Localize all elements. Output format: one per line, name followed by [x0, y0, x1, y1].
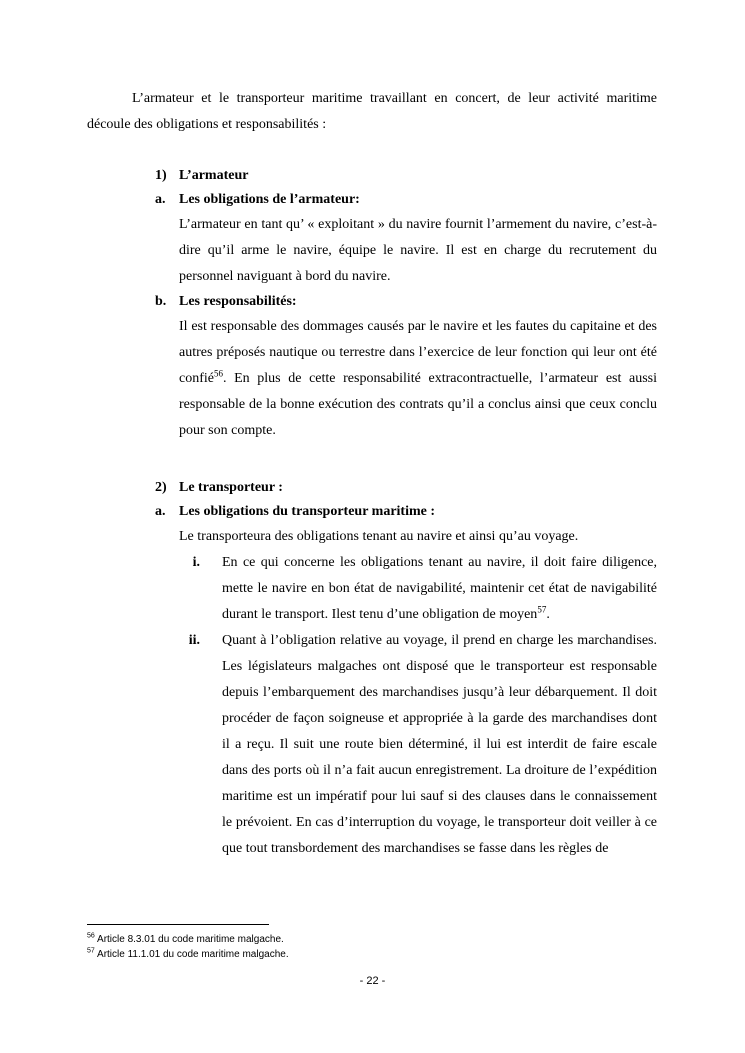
intro-paragraph: L’armateur et le transporteur maritime travaillant en concert, de leur activité maritime découle des obligations et responsabilités :	[87, 91, 657, 132]
subsection-1a-label: a.	[155, 192, 166, 207]
footnote-56-number: 56	[87, 932, 95, 940]
footnote-57-text: Article 11.1.01 du code maritime malgache.	[94, 949, 289, 960]
section-1-number: 1)	[155, 168, 167, 183]
item-i-text	[222, 550, 657, 628]
item-ii	[155, 628, 657, 862]
section-2-number: 2)	[155, 480, 167, 495]
subsection-1a-text: L’armateur en tant qu’ « exploitant » du navire fournit l’armement du navire, c’est-à-dire qu’il arme le navire, équipe le navire. Il est en charge du recrutement du personnel naviguant à bord du navire.	[179, 217, 657, 284]
section-transporteur	[155, 476, 657, 862]
page-number: - 22 -	[359, 975, 386, 987]
subsection-2a-label: a.	[155, 504, 166, 519]
footnote-57-number: 57	[87, 947, 95, 955]
item-ii-label: ii.	[188, 633, 200, 648]
section-2-heading	[155, 476, 657, 500]
footnote-56	[87, 932, 289, 947]
footnote-57	[87, 947, 289, 962]
subsection-1b-text-part1: Il est responsable des dommages causés par le navire et les fautes du capitaine et des autres préposés nautique ou terrestre dans l’exercice de leur fonction qui leur ont été confié	[179, 319, 657, 386]
footnote-ref-57: 57	[537, 604, 547, 615]
subsection-1b-label: b.	[155, 294, 167, 309]
item-i-label: i.	[192, 555, 200, 570]
footnote-ref-56: 56	[213, 368, 223, 379]
footnotes	[87, 932, 289, 962]
subsection-1b-title: Les responsabilités:	[179, 294, 297, 309]
item-i-text-part2: .	[546, 607, 550, 622]
item-ii-text: Quant à l’obligation relative au voyage, il prend en charge les marchandises. Les législateurs malgaches ont disposé que le transporteur est responsable depuis l’embarquement des marchandises jusqu’à leur débarquement. Il doit procéder de façon soigneuse et appropriée à la garde des marchandises dont il a reçu. Il suit une route bien déterminé, il lui est interdit de faire escale dans des ports où il n’a fait aucun enregistrement. La droiture de l’expédition maritime est un impératif pour lui sauf si des clauses dans le connaissement le prévoient. En cas d’interruption du voyage, le transporteur doit veiller à ce que tout transbordement des marchandises se fasse dans les règles de	[222, 633, 657, 856]
section-1-title: L’armateur	[179, 168, 249, 183]
subsection-2a-heading	[155, 500, 657, 524]
subsection-1a-title: Les obligations de l’armateur:	[179, 192, 360, 207]
subsection-2a-text: Le transporteura des obligations tenant au navire et ainsi qu’au voyage.	[179, 529, 579, 544]
item-i	[155, 550, 657, 628]
subsection-1b-heading	[155, 290, 657, 314]
footnote-divider	[87, 924, 269, 925]
subsection-1a-heading	[155, 188, 657, 212]
section-armateur	[155, 164, 657, 444]
item-i-text-part1: En ce qui concerne les obligations tenant au navire, il doit faire diligence, mette le navire en bon état de navigabilité, maintenir cet état de navigabilité durant le transport. Ilest tenu d’une obligation de moyen	[222, 555, 657, 622]
subsection-2a-title: Les obligations du transporteur maritime :	[179, 504, 436, 519]
subsection-1b-text	[155, 314, 657, 444]
section-1-heading	[155, 164, 657, 188]
section-2-title: Le transporteur :	[179, 480, 283, 495]
footnote-56-text: Article 8.3.01 du code maritime malgache.	[94, 934, 284, 945]
subsection-1b-text-part2: . En plus de cette responsabilité extracontractuelle, l’armateur est aussi responsable de la bonne exécution des contrats qu’il a conclus ainsi que ceux conclu pour son compte.	[179, 371, 657, 438]
